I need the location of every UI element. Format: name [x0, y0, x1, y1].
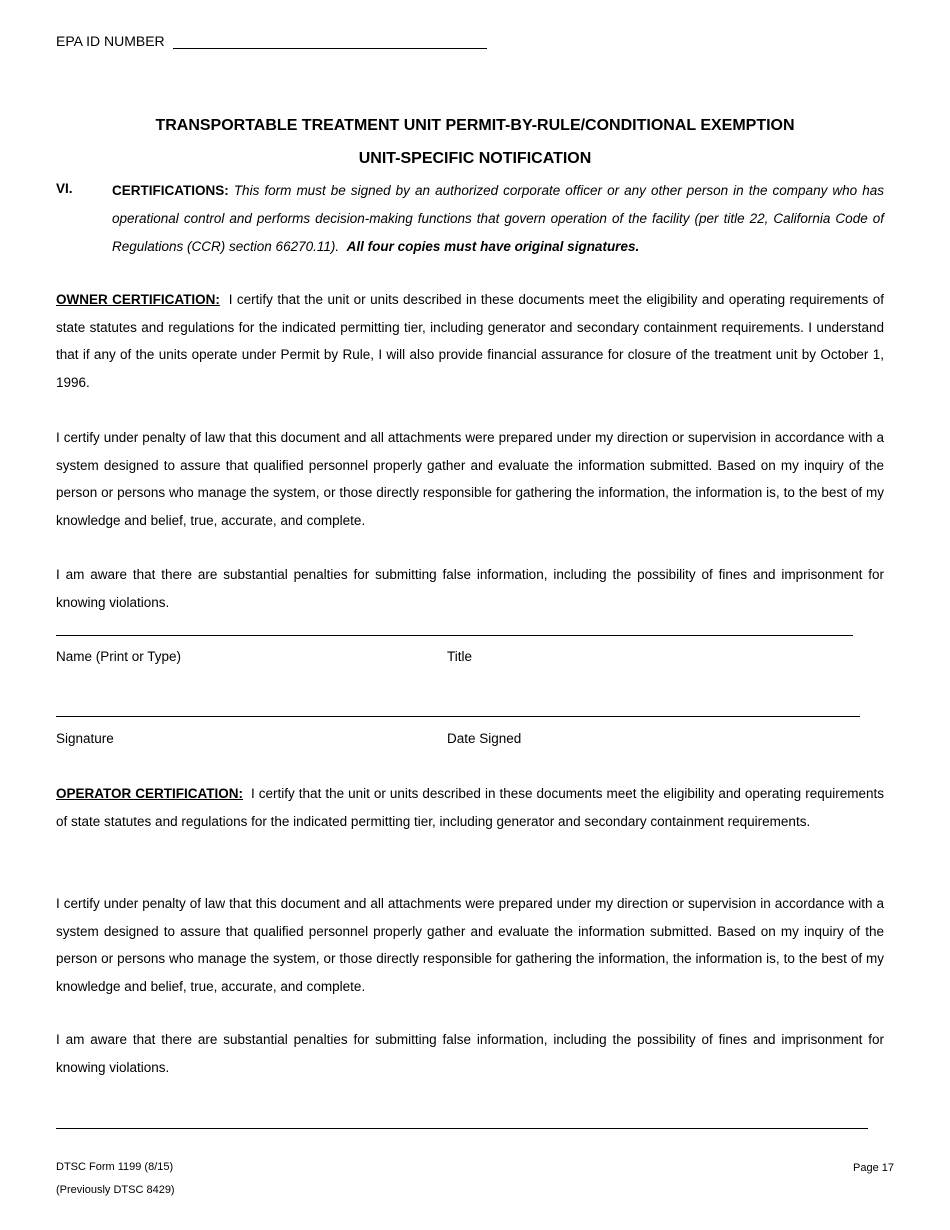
operator-signature-line[interactable]	[56, 1128, 868, 1129]
operator-certification-para1	[56, 780, 884, 835]
copies-note: All four copies must have original signatures.	[346, 239, 640, 254]
page-number: Page 17	[853, 1162, 894, 1174]
owner-signature-date-line[interactable]	[56, 716, 860, 717]
owner-certification-para2: I certify under penalty of law that this document and all attachments were prepared under my direction or supervision in accordance with a system designed to assure that qualified personnel properly gather and evaluate the information submitted. Based on my inquiry of the person or persons who manage the system, or those directly responsible for gathering the information, the information is, to the best of my knowledge and belief, true, accurate, and complete.	[56, 430, 884, 528]
owner-certification-text: I certify that the unit or units described in these documents meet the eligibility and operating requirements of state statutes and regulations for the indicated permitting tier, including generator and secondary containment requirements. I understand that if any of the units operate under Permit by Rule, I will also provide financial assurance for closure of the treatment unit by October 1, 1996.	[56, 292, 884, 390]
owner-certification-heading: OWNER CERTIFICATION:	[56, 292, 220, 307]
owner-name-title-line[interactable]	[56, 635, 853, 636]
previous-form-id: (Previously DTSC 8429)	[56, 1184, 175, 1196]
operator-certification-heading: OPERATOR CERTIFICATION:	[56, 786, 244, 801]
certifications-instructions	[112, 177, 884, 261]
section-number: VI.	[56, 181, 73, 196]
operator-certification-text: I certify that the unit or units described in these documents meet the eligibility and operating requirements of state statutes and regulations for the indicated permitting tier, including generator and secondary containment requirements.	[56, 786, 884, 829]
operator-certification-para3: I am aware that there are substantial penalties for submitting false information, including the possibility of fines and imprisonment for knowing violations.	[56, 1032, 884, 1075]
owner-title-label: Title	[447, 649, 473, 664]
owner-date-label: Date Signed	[447, 731, 522, 746]
owner-certification-para3: I am aware that there are substantial penalties for submitting false information, including the possibility of fines and imprisonment for knowing violations.	[56, 567, 884, 610]
epa-id-input-line[interactable]	[173, 34, 487, 49]
form-subtitle: UNIT-SPECIFIC NOTIFICATION	[358, 150, 592, 167]
epa-id-label: EPA ID NUMBER	[56, 33, 165, 49]
epa-id-field	[56, 33, 487, 49]
form-id: DTSC Form 1199 (8/15)	[56, 1161, 174, 1173]
certifications-text: This form must be signed by an authorized corporate officer or any other person in the company who has operational control and performs decision-making functions that govern operation of the facility (per title 22, California Code of Regulations (CCR) section 66270.11).	[112, 183, 884, 254]
owner-name-label: Name (Print or Type)	[56, 649, 182, 664]
owner-signature-label: Signature	[56, 731, 114, 746]
form-title: TRANSPORTABLE TREATMENT UNIT PERMIT-BY-RULE/CONDITIONAL EXEMPTION	[155, 117, 795, 134]
owner-certification-para1	[56, 286, 884, 396]
operator-certification-para2: I certify under penalty of law that this document and all attachments were prepared under my direction or supervision in accordance with a system designed to assure that qualified personnel properly gather and evaluate the information submitted. Based on my inquiry of the person or persons who manage the system, or those directly responsible for gathering the information, the information is, to the best of my knowledge and belief, true, accurate, and complete.	[56, 896, 884, 994]
certifications-heading: CERTIFICATIONS:	[112, 183, 229, 198]
